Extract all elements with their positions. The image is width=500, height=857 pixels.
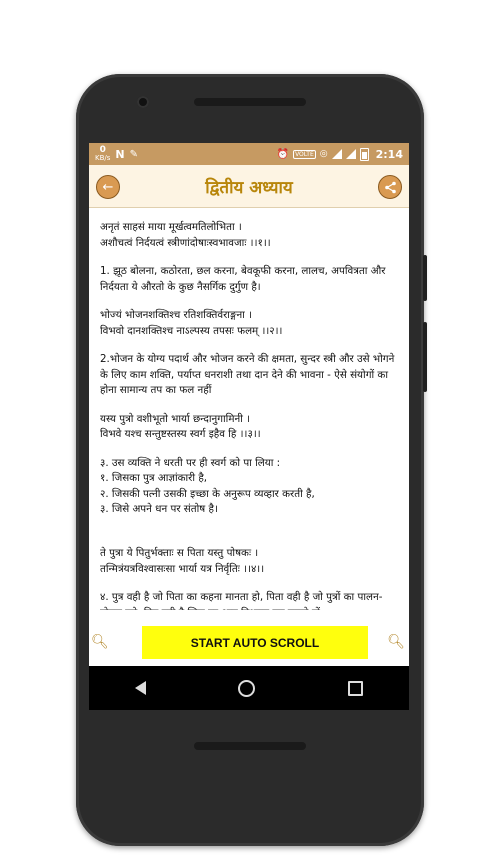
clock: 2:14 xyxy=(375,147,403,161)
verse-paragraph: भोज्यं भोजनशक्तिश्च रतिशक्तिर्वराङ्गना । विभवो दानशक्तिश्च नाऽल्पस्य तपसः फलम् ।।२।। xyxy=(100,309,283,337)
zoom-out-icon[interactable]: 🔍︎ xyxy=(387,634,405,650)
nav-recents-icon[interactable] xyxy=(348,681,363,696)
nav-home-icon[interactable] xyxy=(238,680,255,697)
verse-paragraph: 2.भोजन के योग्य पदार्थ और भोजन करने की क्षमता, सुन्दर स्त्री और उसे भोगने के लिए काम शक्ति, पर्याप्त धनराशी तथा दान देने की भावना - ऐसे संयोगों का होना सामान्य तप का फल नहीं xyxy=(100,353,395,396)
start-auto-scroll-button[interactable]: START AUTO SCROLL xyxy=(142,626,368,659)
verse-paragraph: ३. उस व्यक्ति ने धरती पर ही स्वर्ग को पा लिया : १. जिसका पुत्र आज्ञांकारी है, २. जिसकी पत्नी उसकी इच्छा के अनुरूप व्यव्हार करती है, ३. जिसे अपने धन पर संतोष है। xyxy=(100,456,315,515)
network-speed xyxy=(95,146,110,162)
app-bar xyxy=(89,165,409,208)
verse-paragraph: अनृतं साहसं माया मूर्खत्वमतिलोभिता । अशौचत्वं निर्दयत्वं स्त्रीणांदोषाःस्वभावजाः ।।१।। xyxy=(100,221,271,249)
volume-button xyxy=(423,322,427,392)
notification-n-icon: N xyxy=(115,147,125,161)
verse-paragraph: ते पुत्रा ये पितुर्भक्ताः स पिता यस्तु पोषकः । तन्मित्रंयत्रविश्वासःसा भार्या यत्र निर्वृतिः ।।४।। xyxy=(100,547,265,575)
back-arrow-icon[interactable]: ← xyxy=(96,175,120,199)
page-title: द्वितीय अध्याय xyxy=(205,177,293,198)
network-speed-value: 0 xyxy=(99,145,106,155)
verse-paragraph: यस्य पुत्रो वशीभूतो भार्या छन्दानुगामिनी । विभवे यश्च सन्तुष्टस्तस्य स्वर्ग इहैव हि ।।३।। xyxy=(100,412,261,440)
chapter-text[interactable] xyxy=(89,208,409,610)
bottom-controls xyxy=(89,610,409,664)
verse-paragraph: ४. पुत्र वही है जो पिता का कहना मानता हो, पिता वही है जो पुत्रों का पालन- xyxy=(100,591,383,603)
android-nav-bar xyxy=(89,666,409,710)
zoom-in-icon[interactable]: 🔍︎ xyxy=(91,634,109,650)
status-bar xyxy=(89,143,409,165)
app-screen xyxy=(89,143,409,710)
volte-badge: VOLTE xyxy=(295,150,314,158)
front-camera xyxy=(137,96,149,108)
alarm-icon: ⏰ xyxy=(276,148,290,160)
notification-leaf-icon: ✎ xyxy=(129,148,139,160)
network-speed-unit: KB/s xyxy=(95,154,111,162)
bottom-speaker xyxy=(194,742,306,750)
power-button xyxy=(423,255,427,301)
nav-back-icon[interactable] xyxy=(135,681,146,695)
hotspot-icon: ◎ xyxy=(319,149,328,159)
share-icon[interactable] xyxy=(378,175,402,199)
verse-paragraph: 1. झूठ बोलना, कठोरता, छल करना, बेवकूफी करना, लालच, अपवित्रता और निर्दयता ये औरतो के कुछ नैसर्गिक दुर्गुण है। xyxy=(100,265,386,293)
top-speaker xyxy=(194,98,306,106)
signal-icon-2 xyxy=(346,149,356,159)
signal-icon-1 xyxy=(332,149,342,159)
share-glyph-icon xyxy=(384,181,397,194)
battery-icon xyxy=(360,148,369,161)
